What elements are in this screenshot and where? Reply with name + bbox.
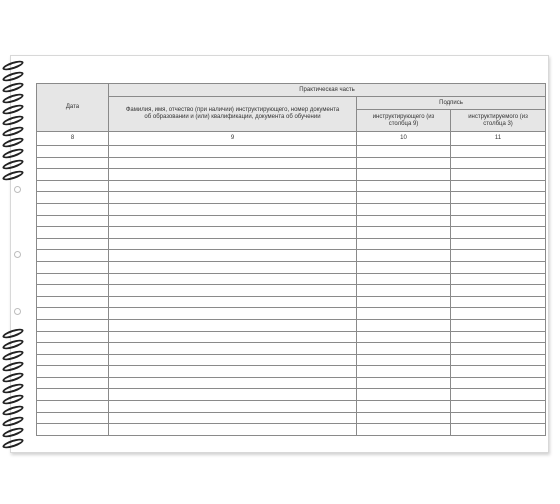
table-cell	[37, 169, 109, 181]
table-cell	[451, 296, 546, 308]
instruction-journal-table	[36, 83, 546, 436]
table-cell	[357, 319, 451, 331]
table-cell	[357, 308, 451, 320]
table-row	[37, 412, 546, 424]
table-cell	[37, 343, 109, 355]
table-cell	[357, 354, 451, 366]
table-cell	[451, 238, 546, 250]
table-cell	[357, 227, 451, 239]
table-cell	[109, 285, 357, 297]
table-cell	[109, 157, 357, 169]
table-cell	[109, 227, 357, 239]
table-cell	[109, 296, 357, 308]
column-number: 9	[109, 132, 357, 146]
table-cell	[109, 354, 357, 366]
table-cell	[357, 389, 451, 401]
table-row	[37, 401, 546, 413]
table-cell	[357, 250, 451, 262]
table-row	[37, 331, 546, 343]
header-practical-part: Практическая часть	[109, 84, 546, 97]
table-row	[37, 343, 546, 355]
table-cell	[357, 261, 451, 273]
table-cell	[357, 331, 451, 343]
table-cell	[451, 273, 546, 285]
table-row	[37, 238, 546, 250]
header-date: Дата	[37, 84, 109, 132]
table-row	[37, 227, 546, 239]
table-cell	[451, 331, 546, 343]
table-cell	[109, 412, 357, 424]
punch-hole	[14, 186, 21, 193]
table-cell	[357, 238, 451, 250]
punch-hole	[14, 308, 21, 315]
table-cell	[357, 377, 451, 389]
table-cell	[109, 203, 357, 215]
table-cell	[109, 319, 357, 331]
table-cell	[109, 146, 357, 158]
header-signature: Подпись	[357, 97, 546, 110]
table-cell	[37, 412, 109, 424]
table-cell	[37, 424, 109, 436]
table-cell	[37, 203, 109, 215]
table-cell	[357, 285, 451, 297]
table-cell	[109, 250, 357, 262]
table-cell	[357, 146, 451, 158]
table-cell	[451, 250, 546, 262]
table-row	[37, 308, 546, 320]
table-row	[37, 261, 546, 273]
table-cell	[451, 389, 546, 401]
table-cell	[451, 285, 546, 297]
table-cell	[451, 169, 546, 181]
table-cell	[357, 412, 451, 424]
table-cell	[451, 424, 546, 436]
table-row	[37, 366, 546, 378]
table-cell	[451, 157, 546, 169]
table-cell	[451, 203, 546, 215]
table-row	[37, 192, 546, 204]
column-number: 10	[357, 132, 451, 146]
table-row	[37, 169, 546, 181]
table-row	[37, 296, 546, 308]
table-row	[37, 273, 546, 285]
header-sig-instructor: инструктирующего (из столбца 9)	[357, 110, 451, 132]
table-cell	[109, 215, 357, 227]
table-row	[37, 250, 546, 262]
column-number: 8	[37, 132, 109, 146]
table-cell	[109, 377, 357, 389]
table-cell	[451, 192, 546, 204]
table-cell	[37, 354, 109, 366]
table-row	[37, 319, 546, 331]
table-cell	[37, 401, 109, 413]
table-cell	[109, 180, 357, 192]
table-row	[37, 377, 546, 389]
table-cell	[37, 180, 109, 192]
table-cell	[37, 227, 109, 239]
table-cell	[109, 401, 357, 413]
column-number: 11	[451, 132, 546, 146]
table-cell	[37, 192, 109, 204]
table-cell	[109, 331, 357, 343]
table-row	[37, 285, 546, 297]
table-cell	[37, 319, 109, 331]
table-cell	[451, 354, 546, 366]
table-cell	[357, 424, 451, 436]
table-row	[37, 157, 546, 169]
table-cell	[37, 331, 109, 343]
table-cell	[109, 273, 357, 285]
table-cell	[37, 146, 109, 158]
table-cell	[451, 366, 546, 378]
table-cell	[109, 261, 357, 273]
table-row	[37, 354, 546, 366]
table-cell	[109, 192, 357, 204]
table-cell	[37, 285, 109, 297]
table-cell	[451, 215, 546, 227]
table-cell	[451, 308, 546, 320]
table-cell	[357, 169, 451, 181]
header-sig-instructed: инструктируемого (из столбца 3)	[451, 110, 546, 132]
table-row	[37, 146, 546, 158]
table-cell	[37, 273, 109, 285]
table-cell	[109, 343, 357, 355]
table-cell	[37, 261, 109, 273]
table-body	[37, 132, 546, 436]
table-cell	[451, 401, 546, 413]
table-cell	[451, 412, 546, 424]
table-cell	[357, 366, 451, 378]
table-cell	[451, 227, 546, 239]
table-cell	[357, 343, 451, 355]
table-cell	[37, 389, 109, 401]
table-cell	[357, 192, 451, 204]
header-instructor-info: Фамилия, имя, отчество (при наличии) инструктирующего, номер документа об образовании и (или) квалификации, документа об обучении	[109, 97, 357, 132]
table-cell	[109, 389, 357, 401]
table-cell	[451, 343, 546, 355]
table-cell	[357, 215, 451, 227]
table-row	[37, 424, 546, 436]
table-cell	[357, 401, 451, 413]
table-cell	[357, 203, 451, 215]
table-row	[37, 180, 546, 192]
table-cell	[451, 319, 546, 331]
table-cell	[37, 377, 109, 389]
column-number-row	[37, 132, 546, 146]
table-cell	[37, 238, 109, 250]
table-row	[37, 389, 546, 401]
table-cell	[37, 308, 109, 320]
table-cell	[357, 296, 451, 308]
table-cell	[357, 273, 451, 285]
table-cell	[37, 215, 109, 227]
table-cell	[109, 424, 357, 436]
table-cell	[451, 261, 546, 273]
table-cell	[37, 296, 109, 308]
punch-hole	[14, 251, 21, 258]
table-cell	[109, 308, 357, 320]
table-cell	[451, 180, 546, 192]
table-cell	[357, 180, 451, 192]
table-cell	[37, 157, 109, 169]
table-cell	[109, 238, 357, 250]
table-cell	[37, 250, 109, 262]
table-cell	[109, 169, 357, 181]
table-cell	[451, 377, 546, 389]
table-cell	[109, 366, 357, 378]
table-row	[37, 203, 546, 215]
table-cell	[451, 146, 546, 158]
table-cell	[37, 366, 109, 378]
table-cell	[357, 157, 451, 169]
table-row	[37, 215, 546, 227]
